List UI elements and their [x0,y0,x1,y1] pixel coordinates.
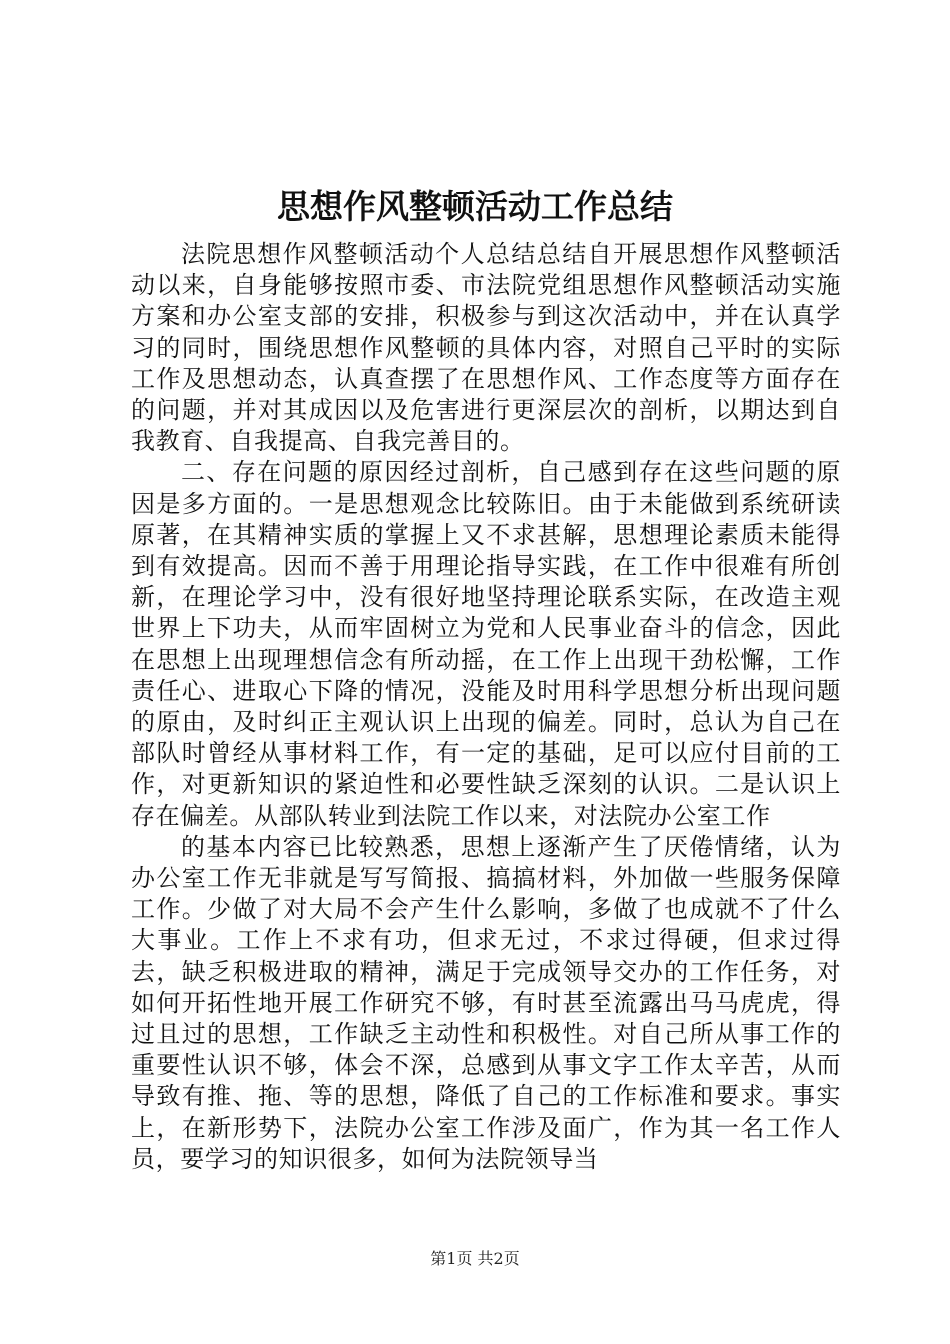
body-paragraph: 的基本内容已比较熟悉，思想上逐渐产生了厌倦情绪，认为办公室工作无非就是写写简报、搞搞材料，外加做一些服务保障工作。少做了对大局不会产生什么影响，多做了也成就不了什么大事业。工作上不求有功，但求无过，不求过得硬，但求过得去，缺乏积极进取的精神，满足于完成领导交办的工作任务，对如何开拓性地开展工作研究不够，有时甚至流露出马马虎虎，得过且过的思想，工作缺乏主动性和积极性。对自己所从事工作的重要性认识不够，体会不深，总感到从事文字工作太辛苦，从而导致有推、拖、等的思想，降低了自己的工作标准和要求。事实上，在新形势下，法院办公室工作涉及面广，作为其一名工作人员，要学习的知识很多，如何为法院领导当 [131,832,841,1173]
body-paragraph: 法院思想作风整顿活动个人总结总结自开展思想作风整顿活动以来，自身能够按照市委、市法院党组思想作风整顿活动实施方案和办公室支部的安排，积极参与到这次活动中，并在认真学习的同时，围绕思想作风整顿的具体内容，对照自己平时的实际工作及思想动态，认真查摆了在思想作风、工作态度等方面存在的问题，并对其成因以及危害进行更深层次的剖析，以期达到自我教育、自我提高、自我完善目的。 [131,240,841,456]
page-number-footer: 第1页 共2页 [430,1249,520,1268]
document-body [131,239,841,1175]
document-title: 思想作风整顿活动工作总结 [277,187,673,226]
body-paragraph: 二、存在问题的原因经过剖析，自己感到存在这些问题的原因是多方面的。一是思想观念比较陈旧。由于未能做到系统研读原著，在其精神实质的掌握上又不求甚解，思想理论素质未能得到有效提高。因而不善于用理论指导实践，在工作中很难有所创新，在理论学习中，没有很好地坚持理论联系实际，在改造主观世界上下功夫，从而牢固树立为党和人民事业奋斗的信念，因此在思想上出现理想信念有所动摇，在工作上出现干劲松懈，工作责任心、进取心下降的情况，没能及时用科学思想分析出现问题的原由，及时纠正主观认识上出现的偏差。同时，总认为自己在部队时曾经从事材料工作，有一定的基础，足可以应付目前的工作，对更新知识的紧迫性和必要性缺乏深刻的认识。二是认识上存在偏差。从部队转业到法院工作以来，对法院办公室工作 [131,458,841,830]
